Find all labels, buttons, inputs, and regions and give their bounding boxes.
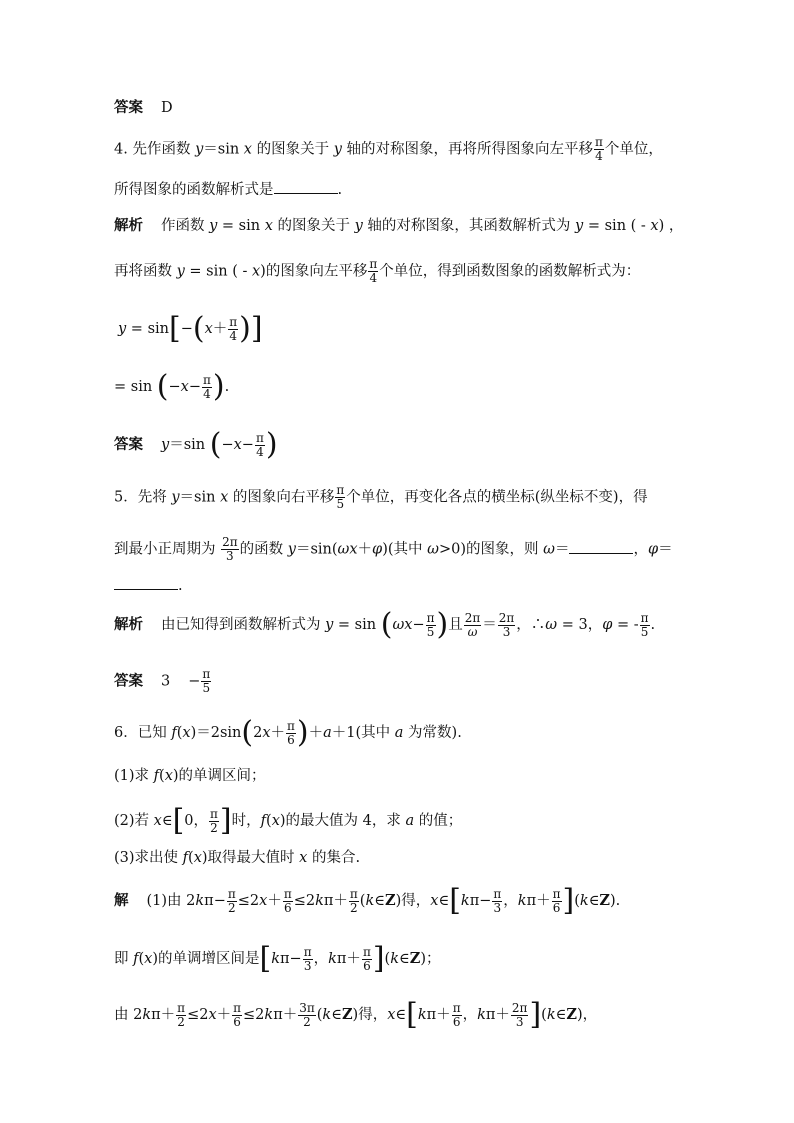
question-6-part-3: (3)求出使 f(x)取得最大值时 x 的集合. xyxy=(114,850,361,866)
question-5-line-2: 到最小正周期为 $\frac{2\pi}{3}$ 的函数 y＝sin(ωx＋φ)(其中 ω>0)的图象，则 ω＝ ，φ＝ xyxy=(114,535,673,563)
answer-blank xyxy=(274,181,338,194)
question-5-line-1: 5．先将 y＝sin x 的图象向右平移 $\frac{\pi}{5}$ 个单位，再变化各点的横坐标(纵坐标不变)，得 xyxy=(114,483,648,511)
question-5-line-3: . xyxy=(114,576,183,596)
analysis-4-line-2: 再将函数 y = sin ( - x)的图象向左平移 $\frac{\pi}{4}$ 个单位，得到函数图象的函数解析式为： xyxy=(114,257,641,285)
solution-6-line-3: 由 2kπ＋ $\frac{\pi}{2}$ ≤2x＋ $\frac{\pi}{6}$ ≤2kπ＋ $\frac{3\pi}{2}$ (k∈Z)得，x∈[kπ＋ $\frac{\pi}{6}$ ，kπ＋ $\frac{2\pi}{3}$ ](k∈Z)， xyxy=(114,997,598,1032)
equation-4-b: = sin (−x− $\frac{\pi}{4}$ ). xyxy=(114,369,230,404)
question-4-line-2: 所得图象的函数解析式是 . xyxy=(114,182,343,198)
analysis-5: 解析 由已知得到函数解析式为 y = sin (ωx− $\frac{\pi}{5}$ )且 $\frac{2\pi}{\omega}$ ＝ $\frac{2\pi}{3}$ ，∴ω = 3，φ = - $\frac{\pi}{5}$ . xyxy=(114,607,656,642)
omega-blank xyxy=(569,541,633,554)
answer-3: 答案 D xyxy=(114,99,173,116)
question-6-part-2: (2)若 x∈[0， $\frac{\pi}{2}$ ]时，f(x)的最大值为 4，求 a 的值； xyxy=(114,803,463,838)
question-6: 6．已知 f(x)＝2sin(2x＋ $\frac{\pi}{6}$ )＋a＋1(其中 a 为常数). xyxy=(114,715,462,750)
phi-blank xyxy=(114,577,178,590)
question-4-line-1: 4. 先作函数 y＝sin x 的图象关于 y 轴的对称图象，再将所得图象向左平移 $\frac{\pi}{4}$ 个单位， xyxy=(114,135,663,163)
answer-4: 答案 y＝sin (−x− $\frac{\pi}{4}$ ) xyxy=(114,427,278,462)
question-6-part-1: (1)求 f(x)的单调区间； xyxy=(114,768,266,784)
answer-5: 答案 3 − $\frac{\pi}{5}$ xyxy=(114,667,211,695)
equation-4-a: y = sin[−(x＋ $\frac{\pi}{4}$ )] xyxy=(118,311,263,346)
solution-6-line-1: 解 (1)由 2kπ− $\frac{\pi}{2}$ ≤2x＋ $\frac{\pi}{6}$ ≤2kπ＋ $\frac{\pi}{2}$ (k∈Z)得，x∈[kπ− $\frac{\pi}{3}$ ，kπ＋ $\frac{\pi}{6}$ ](k∈Z). xyxy=(114,883,621,918)
analysis-4-line-1: 解析 作函数 y = sin x 的图象关于 y 轴的对称图象，其函数解析式为 y = sin ( - x) ， xyxy=(114,217,684,234)
solution-6-line-2: 即 f(x)的单调增区间是[kπ− $\frac{\pi}{3}$ ，kπ＋ $\frac{\pi}{6}$ ](k∈Z)； xyxy=(114,941,441,976)
